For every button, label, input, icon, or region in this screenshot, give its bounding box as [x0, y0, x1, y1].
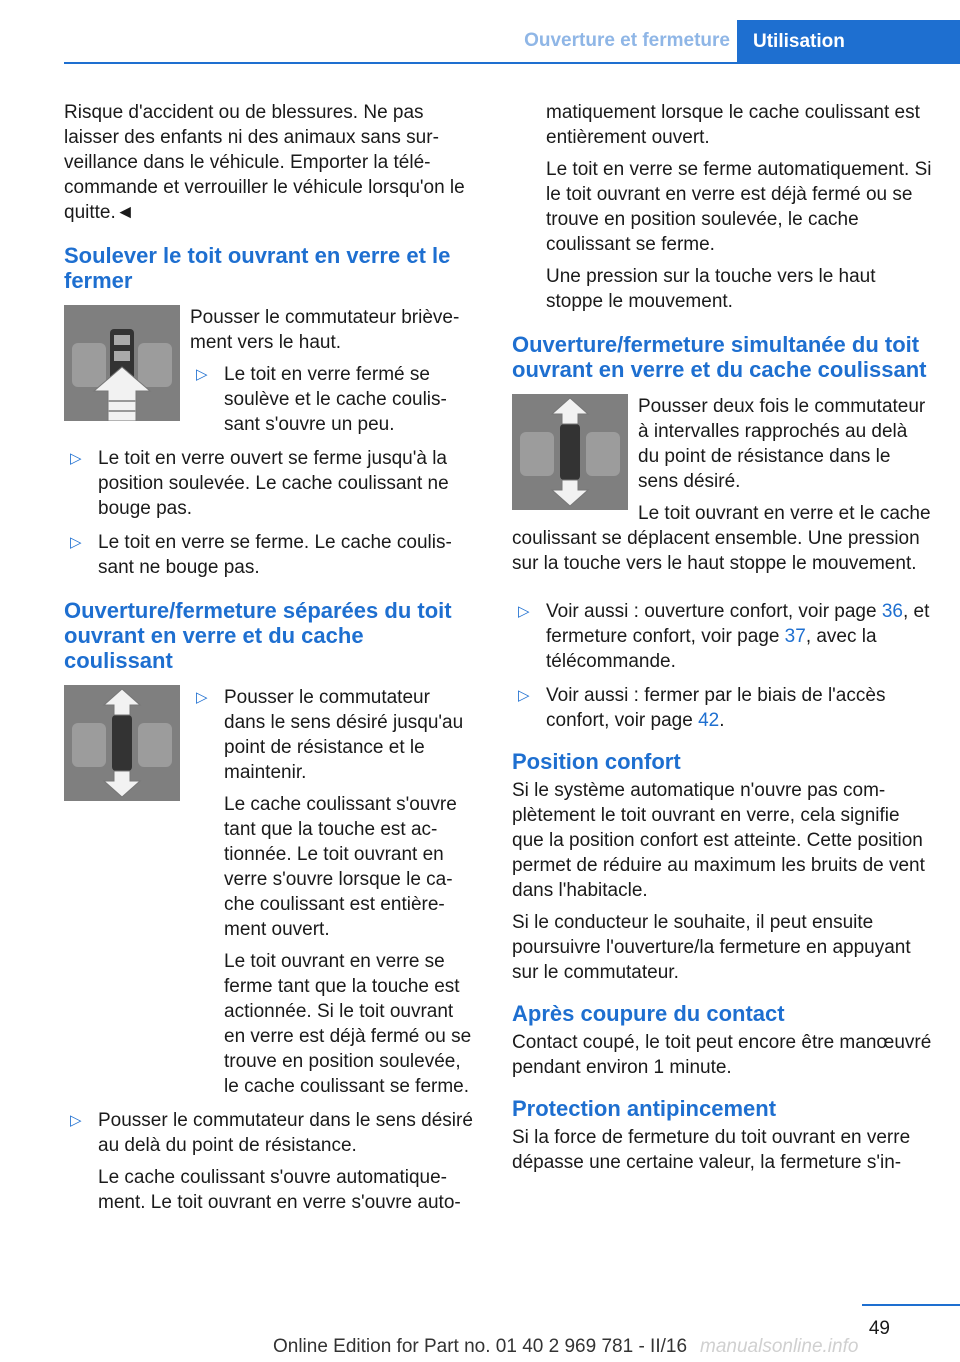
list-item [512, 599, 932, 674]
heading-anti-pinch: Protection antipincement [512, 1096, 777, 1121]
footer-edition: Online Edition for Part no. 01 40 2 969 781 - II/16 [272, 1336, 688, 1357]
list-item-text: . [719, 710, 725, 731]
heading-comfort-position: Position confort [512, 749, 681, 774]
list-item [64, 530, 476, 580]
anti-pinch-paragraph: Si la force de fermeture du toit ouvrant en verre dépasse une certaine valeur, la fermeture s'in- [512, 1127, 911, 1173]
triangle-bullet-icon: ▷ [518, 687, 530, 704]
heading-simultaneous-opening: Ouverture/fermeture simultanée du toit ouvrant en verre et du cache coulissant [512, 332, 927, 382]
list-item-text: Le toit en verre fermé se soulève et le cache coulissant s'ouvre un peu. [224, 364, 447, 435]
list-item-text: Voir aussi : fermer par le biais de l'accès confort, voir page [546, 685, 886, 731]
comfort-paragraph: Si le système automatique n'ouvre pas complètement le toit ouvrant en verre, cela signifie que la position confort est atteinte. Cette position permet de réduire au maximum les bruits de vent dans l'habitacle. [512, 780, 925, 901]
list-item-text: Le cache coulissant s'ouvre automatiquement. Le toit ouvrant en verre s'ouvre auto- [98, 1167, 461, 1213]
right-column [512, 100, 932, 1182]
list-item [64, 1108, 476, 1215]
continuation-text: Le toit en verre se ferme automatiquement. Si le toit ouvrant en verre est déjà fermé ou se trouve en position soulevée, le cache coulissant se ferme. [546, 159, 932, 255]
footer-rule [862, 1304, 960, 1306]
simultaneous-instruction: Pousser deux fois le commutateur à intervalles rapprochés au delà du point de résistance dans le sens désiré. [638, 396, 926, 492]
heading-lift-close: Soulever le toit ouvrant en verre et le fermer [64, 243, 451, 293]
switch-up-illustration [64, 305, 180, 421]
intro-paragraph: Risque d'accident ou de blessures. Ne pas laisser des enfants ni des animaux sans surveillance dans le véhicule. Emporter la télécommande et verrouiller le véhicule lorsqu'on le quitte.◄ [64, 102, 465, 223]
header-rule [64, 62, 960, 64]
page-number: 49 [868, 1318, 890, 1339]
list-item [512, 683, 932, 733]
list-item-text: , avec la télécommande. [546, 626, 877, 672]
list-item-text: Le cache coulissant s'ouvre tant que la touche est actionnée. Le toit ouvrant en verre s'ouvre lorsque le cache coulissant est entièrement ouvert. [224, 794, 457, 940]
list-item [190, 362, 476, 437]
triangle-bullet-icon: ▷ [196, 366, 208, 383]
page-link-37[interactable]: 37 [784, 626, 806, 647]
triangle-bullet-icon: ▷ [196, 689, 208, 706]
list-item-text: Le toit ouvrant en verre se ferme tant que la touche est actionnée. Si le toit ouvrant en verre est déjà fermé ou se trouve en position soulevée, le cache coulissant se ferme. [224, 951, 472, 1097]
switch-updown-illustration [64, 685, 180, 801]
lift-instruction: Pousser le commutateur brièvement vers le haut. [190, 307, 460, 353]
list-item [64, 446, 476, 521]
page-link-36[interactable]: 36 [881, 601, 903, 622]
triangle-bullet-icon: ▷ [70, 534, 82, 551]
page-link-42[interactable]: 42 [698, 710, 720, 731]
watermark: manualsonline.info [700, 1336, 859, 1357]
list-item-text: , et fermeture confort, voir page [546, 601, 930, 647]
switch-updown-illustration [512, 394, 628, 510]
continuation-text: Une pression sur la touche vers le haut stoppe le mouvement. [546, 266, 876, 312]
list-item-text: Pousser le commutateur dans le sens désiré jusqu'au point de résistance et le maintenir. [224, 687, 464, 783]
heading-after-ignition-off: Après coupure du contact [512, 1001, 785, 1026]
comfort-paragraph: Si le conducteur le souhaite, il peut ensuite poursuivre l'ouverture/la fermeture en appuyant sur le commutateur. [512, 912, 911, 983]
list-item-text: Pousser le commutateur dans le sens désiré au delà du point de résistance. [98, 1110, 473, 1156]
triangle-bullet-icon: ▷ [70, 450, 82, 467]
header-tab[interactable]: Utilisation [737, 20, 960, 62]
heading-separate-opening: Ouverture/fermeture séparées du toit ouvrant en verre et du cache coulissant [64, 598, 452, 673]
triangle-bullet-icon: ▷ [518, 603, 530, 620]
list-item [190, 685, 476, 1099]
ignition-paragraph: Contact coupé, le toit peut encore être manœuvré pendant environ 1 minute. [512, 1032, 932, 1078]
list-item-text: Le toit en verre ouvert se ferme jusqu'à la position soulevée. Le cache coulissant ne bouge pas. [98, 448, 449, 519]
list-item-text: Le toit en verre se ferme. Le cache coulissant ne bouge pas. [98, 532, 452, 578]
header-section-title: Ouverture et fermeture [524, 30, 730, 51]
triangle-bullet-icon: ▷ [70, 1112, 82, 1129]
list-item-text: Voir aussi : ouverture confort, voir page [546, 601, 882, 622]
left-column [64, 100, 476, 1224]
continuation-text: matiquement lorsque le cache coulissant est entièrement ouvert. [546, 102, 920, 148]
simultaneous-result: Le toit ouvrant en verre et le cache coulissant se déplacent ensemble. Une pression sur la touche vers le haut stoppe le mouvement. [512, 503, 931, 574]
